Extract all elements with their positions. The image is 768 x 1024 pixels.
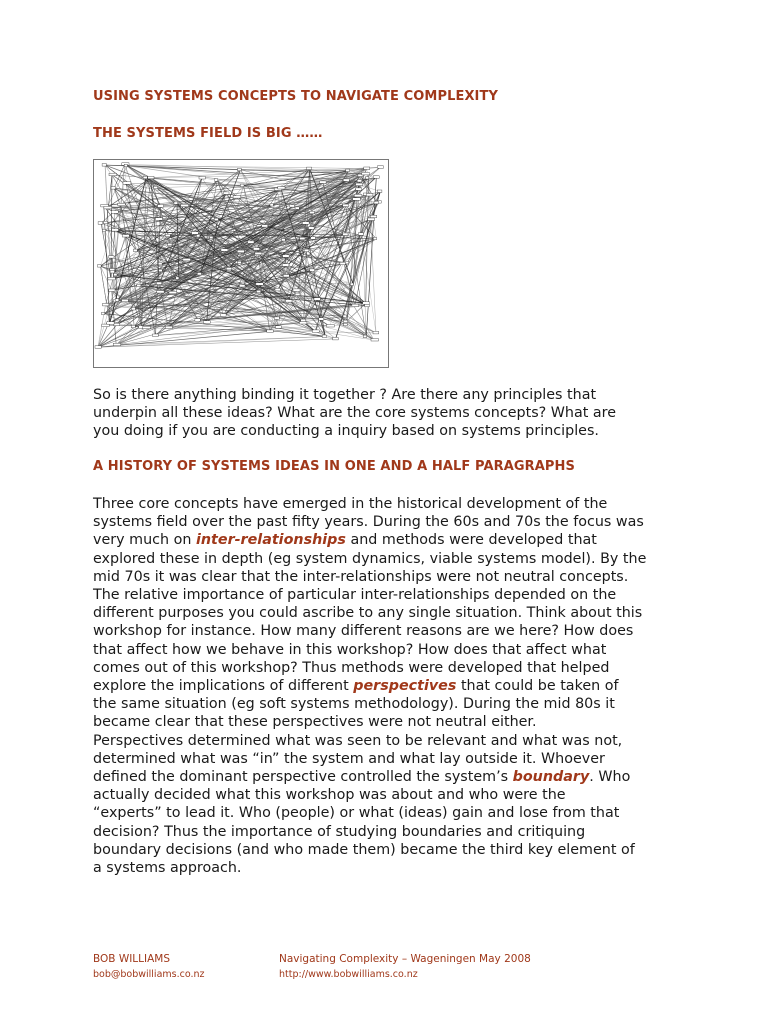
network-node: [240, 184, 244, 187]
history-paragraph: [93, 495, 683, 877]
network-node: [226, 267, 231, 270]
network-node: [221, 314, 226, 317]
network-node: [300, 237, 305, 240]
network-node: [196, 235, 200, 238]
network-node: [295, 293, 300, 296]
network-node: [307, 167, 312, 170]
network-node: [278, 187, 285, 190]
network-node: [143, 326, 151, 329]
history-line: different purposes you could ascribe to any single situation. Think about this: [93, 605, 643, 622]
network-node: [137, 284, 141, 287]
network-node: [204, 321, 211, 324]
network-node: [267, 330, 273, 333]
network-node: [118, 203, 125, 206]
network-node: [154, 186, 158, 189]
history-line: a systems approach.: [93, 860, 242, 877]
history-line: became clear that these perspectives were not neutral either.: [93, 714, 537, 731]
network-edge: [134, 213, 312, 309]
network-node: [362, 172, 370, 175]
network-node: [310, 211, 315, 214]
network-node: [253, 248, 259, 251]
network-node: [143, 176, 147, 179]
network-node: [366, 194, 373, 197]
network-node: [210, 236, 213, 239]
network-node: [286, 300, 292, 303]
network-map-image: [94, 160, 388, 367]
history-line: determined what was “in” the system and what lay outside it. Whoever: [93, 750, 605, 767]
network-edges: [98, 164, 380, 347]
network-node: [377, 166, 383, 169]
history-line: mid 70s it was clear that the inter-relationships were not neutral concepts.: [93, 568, 629, 585]
network-node: [312, 330, 319, 333]
network-node: [98, 222, 103, 225]
history-line: explored these in depth (eg system dynamics, viable systems model). By the: [93, 550, 647, 567]
network-node: [214, 179, 218, 182]
network-node: [223, 192, 229, 195]
systems-field-network-figure: [93, 159, 389, 368]
network-node: [322, 335, 326, 338]
network-node: [168, 243, 172, 246]
network-node: [169, 291, 177, 294]
intro-paragraph: [93, 386, 683, 441]
history-line: Perspectives determined what was seen to be relevant and what was not,: [93, 732, 623, 749]
text-run: that could be taken of: [456, 678, 619, 695]
network-node: [148, 176, 154, 179]
history-line: comes out of this workshop? Thus methods were developed that helped: [93, 659, 610, 676]
network-node: [111, 211, 118, 214]
network-node: [158, 205, 164, 208]
network-node: [153, 334, 159, 337]
network-node: [327, 325, 335, 328]
network-node: [283, 255, 290, 257]
text-run: explore the implications of different: [93, 678, 354, 695]
network-node: [262, 225, 268, 228]
network-node: [373, 176, 379, 179]
emphasis-perspectives: perspectives: [353, 678, 457, 695]
network-node: [320, 181, 326, 184]
network-node: [109, 256, 114, 259]
network-node: [237, 261, 241, 264]
network-node: [257, 290, 261, 293]
intro-line: underpin all these ideas? What are the core systems concepts? What are: [93, 405, 617, 422]
history-line: “experts” to lead it. Who (people) or what (ideas) gain and lose from that: [93, 805, 620, 822]
network-edge: [156, 323, 303, 336]
document-title: USING SYSTEMS CONCEPTS TO NAVIGATE COMPLEXITY: [93, 89, 498, 104]
footer-event: Navigating Complexity – Wageningen May 2008: [279, 953, 531, 965]
network-node: [343, 315, 346, 318]
network-node: [314, 298, 320, 301]
history-line: workshop for instance. How many different reasons are we here? How does: [93, 623, 634, 640]
network-node: [352, 304, 359, 307]
network-node: [181, 204, 189, 207]
footer-author: BOB WILLIAMS: [93, 953, 171, 965]
history-line: [93, 677, 683, 695]
network-node: [343, 179, 349, 182]
network-node: [107, 322, 114, 325]
network-node: [282, 239, 286, 242]
network-node: [239, 285, 245, 288]
text-run: . Who: [589, 769, 631, 786]
network-node: [104, 221, 108, 224]
network-node: [368, 218, 375, 221]
network-node: [109, 173, 117, 176]
network-node: [309, 227, 315, 230]
network-node: [192, 232, 199, 235]
network-edge: [116, 337, 325, 345]
network-node: [108, 277, 115, 280]
network-node: [358, 233, 363, 236]
network-node: [102, 229, 105, 232]
network-node: [343, 233, 348, 236]
network-node: [356, 188, 362, 191]
network-node: [302, 222, 309, 225]
text-run: defined the dominant perspective controlled the system’s: [93, 769, 513, 786]
network-node: [311, 237, 316, 240]
history-line: actually decided what this workshop was about and who were the: [93, 787, 566, 804]
footer-email-link[interactable]: bob@bobwilliams.co.nz: [93, 969, 205, 980]
network-node: [95, 346, 101, 349]
network-node: [174, 202, 178, 205]
network-node: [113, 343, 121, 346]
network-node: [274, 317, 279, 320]
network-node: [255, 252, 262, 255]
network-node: [165, 326, 172, 329]
network-node: [354, 194, 362, 197]
history-line: boundary decisions (and who made them) became the third key element of: [93, 841, 635, 858]
network-node: [199, 177, 205, 180]
network-node: [98, 265, 102, 268]
network-node: [363, 335, 366, 338]
network-node: [110, 271, 114, 274]
history-line: [93, 531, 683, 549]
network-node: [176, 277, 179, 280]
history-line: The relative importance of particular inter-relationships depended on the: [93, 587, 617, 604]
network-node: [103, 303, 109, 306]
network-node: [158, 262, 162, 265]
network-node: [237, 250, 244, 253]
network-node: [102, 312, 105, 315]
section-heading-systems-field: THE SYSTEMS FIELD IS BIG ……: [93, 126, 323, 141]
network-edge: [355, 217, 373, 306]
network-node: [131, 325, 135, 328]
network-edge: [107, 166, 127, 208]
network-node: [115, 299, 119, 302]
network-node: [340, 262, 346, 265]
history-line: decision? Thus the importance of studying boundaries and critiquing: [93, 823, 586, 840]
network-node: [197, 273, 201, 276]
network-node: [183, 258, 191, 261]
network-node: [319, 318, 324, 321]
history-line: systems field over the past fifty years. During the 60s and 70s the focus was: [93, 514, 644, 531]
network-node: [133, 249, 137, 252]
network-node: [109, 289, 115, 292]
network-node: [295, 207, 299, 210]
network-node: [350, 283, 353, 286]
network-node: [377, 190, 382, 193]
network-node: [357, 180, 362, 183]
footer-url-link[interactable]: http://www.bobwilliams.co.nz: [279, 969, 418, 980]
network-node: [344, 323, 348, 326]
network-node: [310, 269, 315, 272]
network-node: [275, 288, 280, 291]
network-node: [366, 177, 369, 180]
network-node: [214, 218, 218, 221]
history-line: that affect how we behave in this workshop? How does that affect what: [93, 641, 607, 658]
network-node: [374, 201, 379, 204]
network-node: [356, 183, 363, 186]
network-node: [371, 339, 378, 342]
network-node: [304, 249, 309, 252]
network-node: [276, 326, 282, 329]
emphasis-inter-relationships: inter-relationships: [195, 532, 346, 549]
network-node: [256, 283, 263, 286]
history-line: [93, 768, 683, 786]
network-node: [111, 187, 115, 190]
network-node: [282, 264, 289, 267]
network-node: [112, 229, 119, 232]
network-node: [248, 241, 254, 244]
text-run: very much on: [93, 532, 196, 549]
emphasis-boundary: boundary: [512, 769, 590, 786]
network-node: [343, 320, 347, 323]
intro-line: So is there anything binding it together ? Are there any principles that: [93, 387, 597, 403]
network-node: [122, 299, 129, 302]
network-node: [373, 237, 376, 240]
network-node: [157, 291, 165, 294]
network-node: [373, 331, 379, 334]
network-node: [159, 269, 163, 272]
network-node: [370, 215, 377, 218]
intro-line: you doing if you are conducting a inquiry based on systems principles.: [93, 423, 599, 440]
network-node: [293, 289, 300, 292]
network-node: [123, 182, 131, 185]
network-node: [221, 249, 228, 252]
network-node: [299, 322, 307, 325]
history-line: the same situation (eg soft systems methodology). During the mid 80s it: [93, 696, 615, 713]
footer-event-block: [279, 952, 531, 982]
network-node: [365, 304, 370, 307]
history-line: Three core concepts have emerged in the historical development of the: [93, 496, 608, 512]
network-node: [283, 275, 289, 278]
network-node: [131, 308, 135, 311]
network-node: [289, 205, 294, 208]
network-node: [104, 206, 112, 209]
network-node: [353, 198, 361, 201]
network-node: [333, 337, 339, 340]
network-node: [102, 164, 106, 167]
network-node: [238, 168, 242, 171]
network-node: [343, 204, 349, 207]
network-node: [113, 323, 119, 326]
network-node: [301, 319, 306, 322]
network-node: [155, 218, 162, 221]
network-node: [114, 273, 117, 276]
network-node: [165, 234, 170, 237]
network-node: [195, 319, 200, 322]
text-run: and methods were developed that: [345, 532, 597, 549]
network-node: [346, 169, 350, 172]
section-heading-history: A HISTORY OF SYSTEMS IDEAS IN ONE AND A HALF PARAGRAPHS: [93, 459, 575, 474]
network-node: [364, 167, 370, 170]
footer-author-block: [93, 952, 205, 982]
network-node: [124, 164, 127, 167]
network-node: [363, 302, 370, 305]
network-node: [122, 235, 129, 238]
network-node: [270, 204, 273, 207]
network-node: [156, 282, 161, 285]
network-node: [233, 196, 241, 199]
